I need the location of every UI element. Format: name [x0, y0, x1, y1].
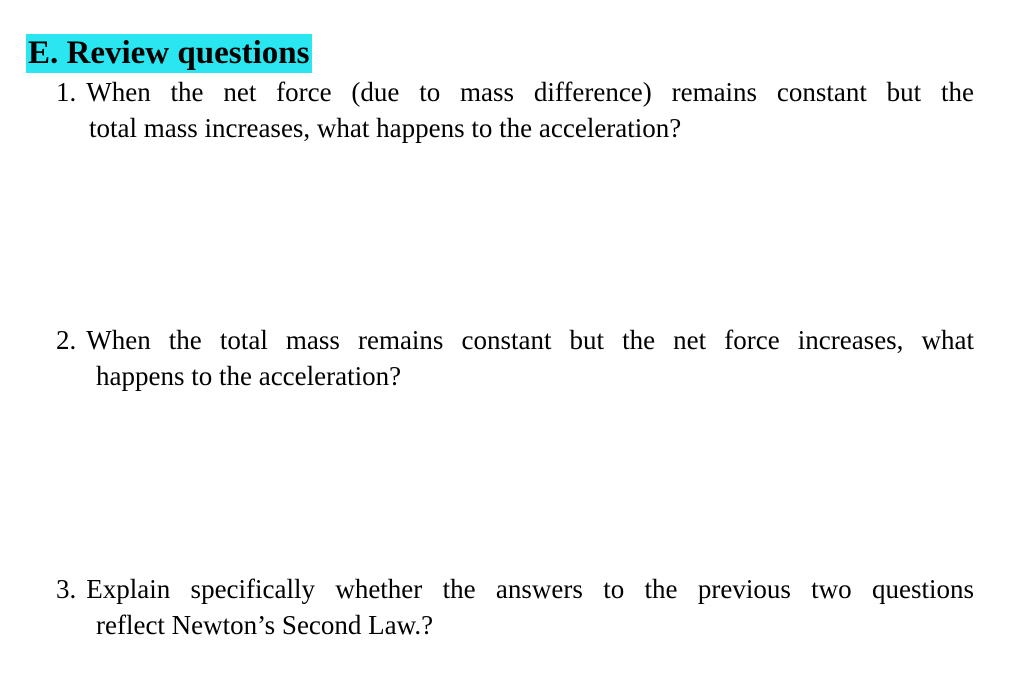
question-1-number: 1. [56, 77, 77, 107]
question-2-text-line-2: happens to the acceleration? [96, 361, 402, 391]
question-3 [56, 571, 974, 643]
question-1-line-1 [56, 74, 974, 110]
question-2 [56, 322, 974, 394]
question-2-number: 2. [56, 325, 77, 355]
question-3-text-line-1: Explain specifically whether the answers to the previous two questions [86, 574, 974, 604]
section-heading-text: E. Review questions [28, 35, 310, 71]
question-1-text-line-2: total mass increases, what happens to the acceleration? [89, 113, 682, 143]
question-1 [56, 74, 974, 146]
question-3-text-line-2: reflect Newton’s Second Law.? [96, 610, 434, 640]
question-3-line-1 [56, 571, 974, 607]
question-2-line-1 [56, 322, 974, 358]
section-heading [26, 34, 312, 73]
question-2-text-line-1: When the total mass remains constant but the net force increases, what [86, 325, 974, 355]
question-1-text-line-1: When the net force (due to mass difference) remains constant but the [86, 77, 974, 107]
question-3-number: 3. [56, 574, 77, 604]
